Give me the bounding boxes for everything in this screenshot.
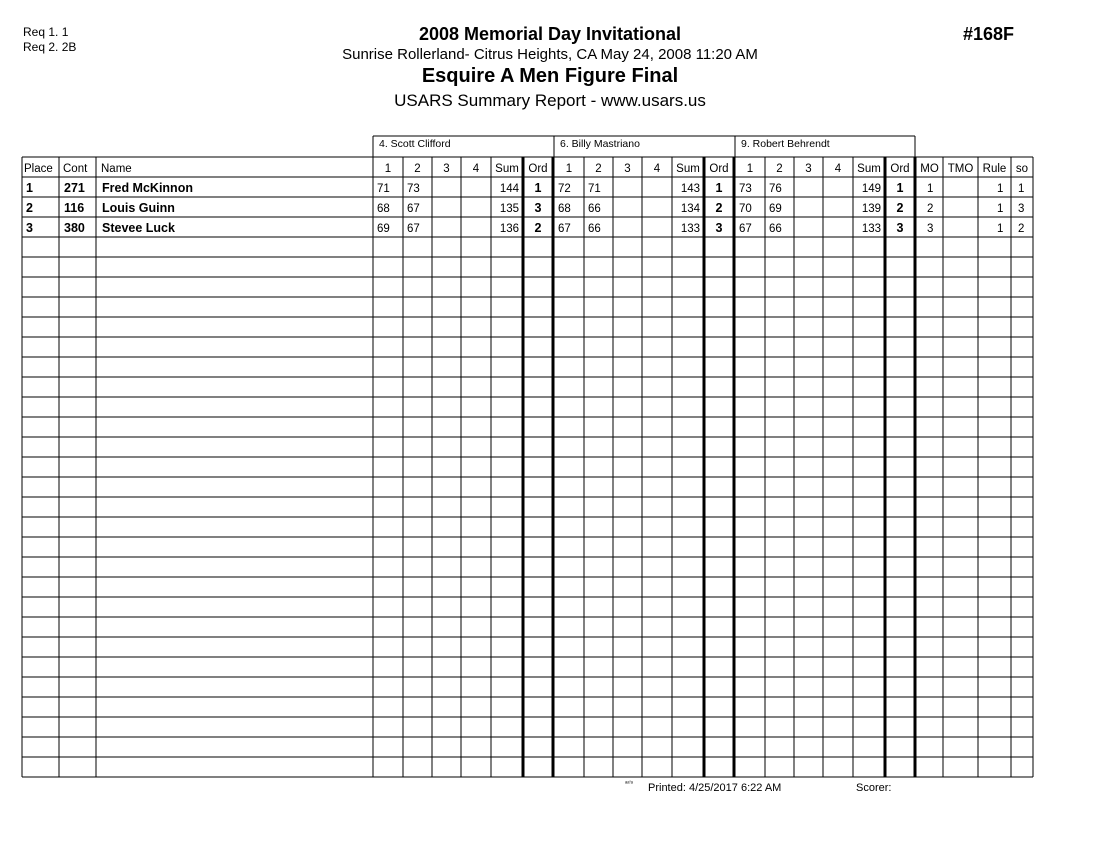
- header-judge-col: 4: [834, 163, 842, 175]
- score-cell: 68: [377, 203, 390, 215]
- ordinal-cell: 1: [715, 181, 723, 195]
- rule-cell: 1: [997, 203, 1004, 215]
- place-cell: 1: [26, 181, 33, 195]
- score-cell: 67: [558, 223, 571, 235]
- skater-name: Fred McKinnon: [102, 181, 193, 195]
- sum-cell: 133: [861, 223, 881, 235]
- score-cell: 76: [769, 183, 782, 195]
- score-cell: 66: [769, 223, 782, 235]
- sum-cell: 139: [861, 203, 881, 215]
- ordinal-cell: 3: [715, 221, 723, 235]
- score-cell: 72: [558, 183, 571, 195]
- score-cell: 67: [407, 223, 420, 235]
- header-judge-col: Sum: [676, 163, 700, 175]
- sum-cell: 136: [499, 223, 519, 235]
- header-right-col: MO: [920, 163, 939, 175]
- header-judge-col: 1: [746, 163, 754, 175]
- ordinal-cell: 2: [534, 221, 542, 235]
- so-cell: 2: [1018, 223, 1025, 235]
- header-judge-col: Sum: [495, 163, 519, 175]
- competition-title: 2008 Memorial Day Invitational: [418, 24, 682, 44]
- venue-date-line: Sunrise Rollerland- Citrus Heights, CA May 24, 2008 11:20 AM: [342, 46, 758, 63]
- header-right-col: so: [1015, 163, 1029, 175]
- score-cell: 70: [739, 203, 752, 215]
- score-cell: 69: [377, 223, 390, 235]
- header-judge-col: 4: [472, 163, 480, 175]
- so-cell: 3: [1018, 203, 1025, 215]
- contestant-number: 116: [64, 201, 85, 215]
- header-judge-col: 2: [776, 163, 783, 175]
- header-judge-col: 4: [653, 163, 661, 175]
- score-cell: 73: [407, 183, 420, 195]
- score-cell: 66: [588, 223, 601, 235]
- rule-cell: 1: [997, 223, 1004, 235]
- mo-cell: 1: [927, 183, 934, 195]
- header-place: Place: [24, 163, 53, 175]
- ordinal-cell: 3: [896, 221, 904, 235]
- score-cell: 67: [407, 203, 420, 215]
- header-judge-col: Sum: [857, 163, 881, 175]
- score-cell: 69: [769, 203, 782, 215]
- place-cell: 3: [26, 221, 33, 235]
- event-code: #168F: [963, 24, 1015, 44]
- ordinal-cell: 3: [534, 201, 542, 215]
- sum-cell: 135: [499, 203, 519, 215]
- score-cell: 68: [558, 203, 571, 215]
- header-judge-col: 3: [805, 163, 812, 175]
- req-1: Req 1. 1: [23, 25, 69, 39]
- contestant-number: 271: [64, 181, 85, 195]
- req-2: Req 2. 2B: [23, 40, 77, 54]
- sum-cell: 134: [680, 203, 700, 215]
- report-name: USARS Summary Report - www.usars.us: [394, 91, 706, 110]
- so-cell: 1: [1018, 183, 1025, 195]
- header-judge-col: 3: [624, 163, 631, 175]
- header-right-col: Rule: [982, 163, 1007, 175]
- scorer-label: Scorer:: [856, 782, 892, 794]
- score-cell: 73: [739, 183, 752, 195]
- mo-cell: 2: [927, 203, 934, 215]
- judge-name: 9. Robert Behrendt: [741, 138, 830, 150]
- contestant-number: 380: [64, 221, 85, 235]
- skater-name: Louis Guinn: [102, 201, 175, 215]
- sum-cell: 149: [861, 183, 881, 195]
- header-judge-col: Ord: [528, 163, 548, 175]
- header-judge-col: 2: [595, 163, 602, 175]
- place-cell: 2: [26, 201, 33, 215]
- score-cell: 66: [588, 203, 601, 215]
- footer-code: ᵃᵃ'ᵃ: [625, 781, 633, 787]
- judge-name: 4. Scott Clifford: [379, 138, 451, 150]
- header-judge-col: 3: [443, 163, 450, 175]
- score-cell: 67: [739, 223, 752, 235]
- score-cell: 71: [377, 183, 390, 195]
- header-judge-col: Ord: [709, 163, 729, 175]
- event-name: Esquire A Men Figure Final: [421, 65, 679, 87]
- ordinal-cell: 2: [896, 201, 904, 215]
- ordinal-cell: 1: [896, 181, 904, 195]
- judge-name: 6. Billy Mastriano: [560, 138, 640, 150]
- header-judge-col: 1: [384, 163, 392, 175]
- ordinal-cell: 2: [715, 201, 723, 215]
- sum-cell: 144: [499, 183, 519, 195]
- header-judge-col: 1: [565, 163, 573, 175]
- sum-cell: 143: [680, 183, 700, 195]
- score-cell: 71: [588, 183, 601, 195]
- printed-timestamp: Printed: 4/25/2017 6:22 AM: [648, 782, 782, 794]
- header-cont: Cont: [63, 163, 88, 175]
- header-judge-col: Ord: [890, 163, 910, 175]
- header-name: Name: [101, 163, 132, 175]
- ordinal-cell: 1: [534, 181, 542, 195]
- header-right-col: TMO: [947, 163, 974, 175]
- header-judge-col: 2: [414, 163, 421, 175]
- mo-cell: 3: [927, 223, 934, 235]
- skater-name: Stevee Luck: [102, 221, 175, 235]
- rule-cell: 1: [997, 183, 1004, 195]
- sum-cell: 133: [680, 223, 700, 235]
